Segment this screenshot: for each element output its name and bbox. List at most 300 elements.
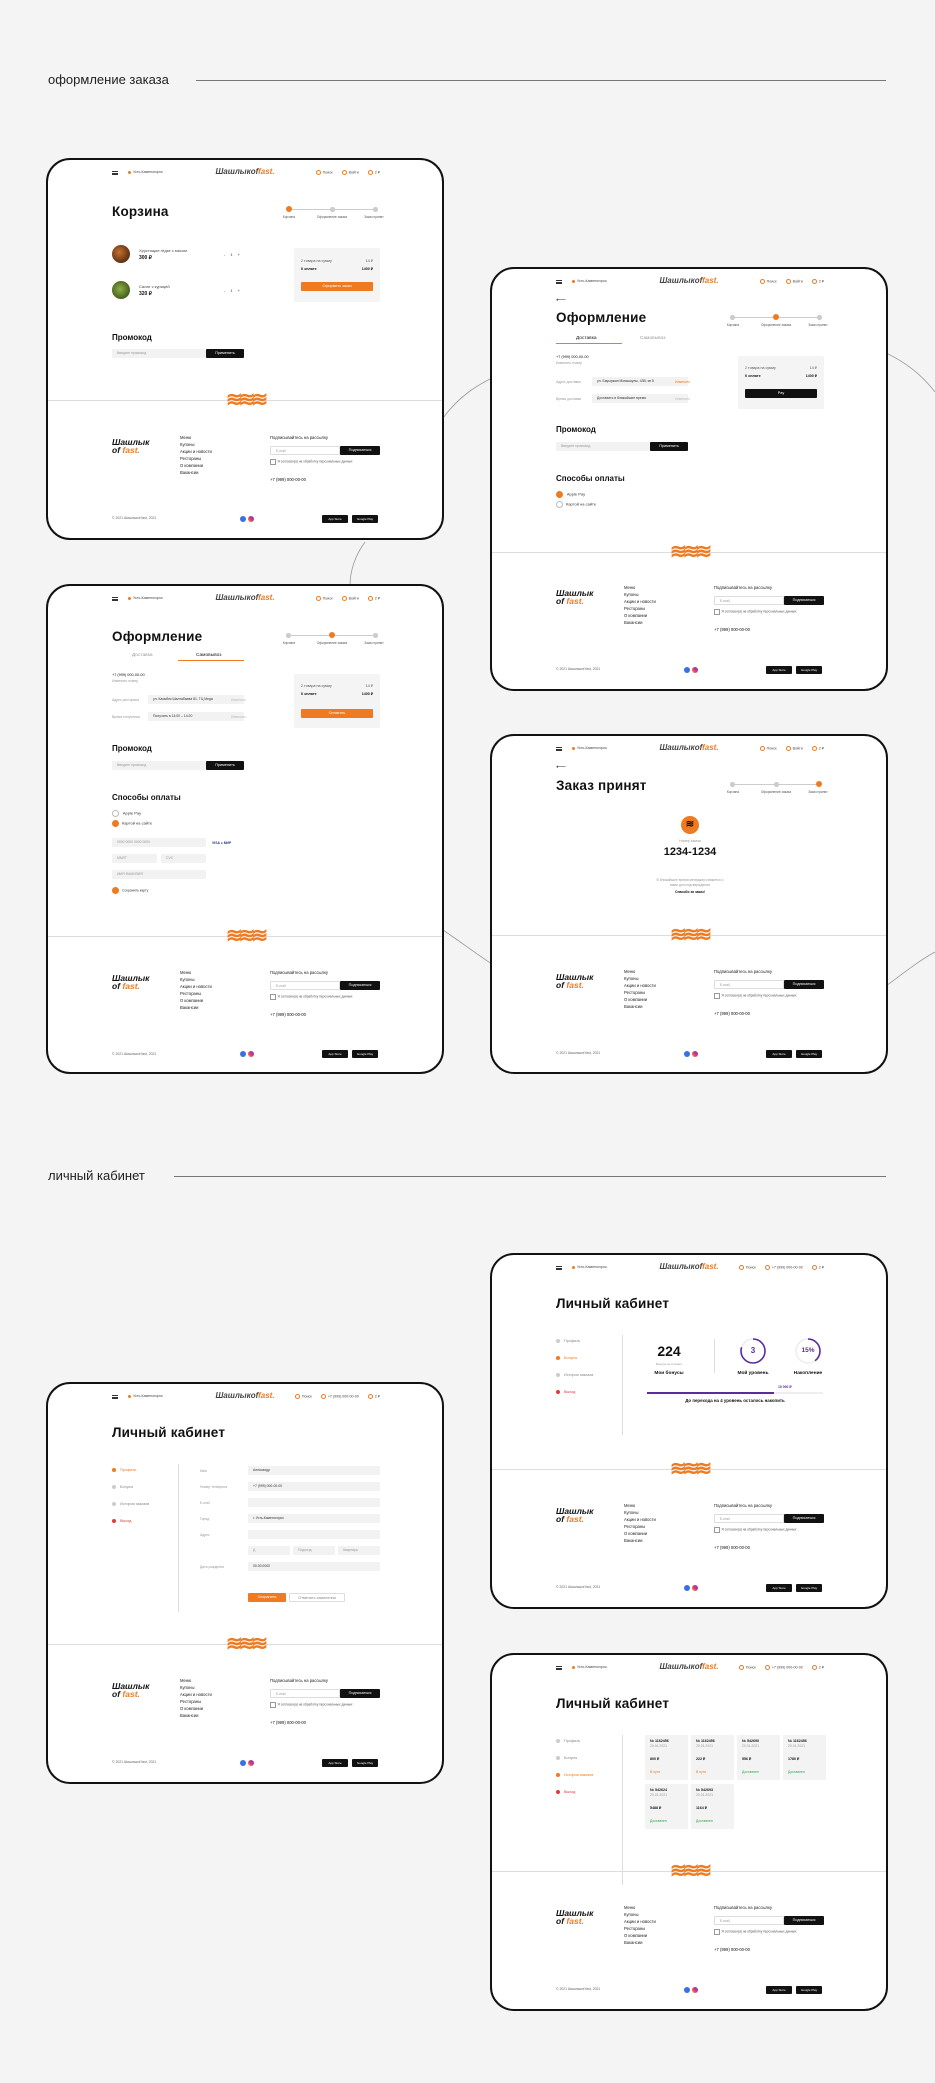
total-label: К оплате xyxy=(745,374,761,378)
footer-link[interactable]: Вакансии xyxy=(180,1005,199,1010)
city-selector[interactable]: Усть-Каменогорск xyxy=(128,596,163,600)
cart-link[interactable]: 2 ₽ xyxy=(812,1665,824,1670)
footer-link[interactable]: Вакансии xyxy=(624,620,643,625)
step-label: Корзина xyxy=(282,215,296,219)
subscribe-title: Подписывайтесь на рассылку xyxy=(714,1905,772,1910)
footer-link[interactable]: Меню xyxy=(624,585,636,590)
footer-link[interactable]: Рестораны xyxy=(624,1524,646,1529)
consent-checkbox[interactable]: Я согласен(а) на обработку персональных данных xyxy=(270,1702,352,1708)
product-image xyxy=(112,245,130,263)
footer-logo-accent: fast. xyxy=(122,445,140,455)
order-card[interactable] xyxy=(691,1735,734,1780)
city-selector[interactable]: Усть-Каменогорск xyxy=(128,1394,163,1398)
edit-link[interactable]: Изменить xyxy=(231,698,247,702)
card-holder-field[interactable]: ИМЯ ФАМИЛИЯ xyxy=(112,870,206,879)
step-label: Заказ принят xyxy=(808,790,828,794)
sidebar-divider xyxy=(622,1735,623,1885)
vk-icon[interactable] xyxy=(240,1051,246,1057)
back-arrow-icon[interactable]: ⟵ xyxy=(556,764,567,771)
quantity-stepper[interactable]: - 1 + xyxy=(223,288,242,293)
appstore-button[interactable]: App Store xyxy=(766,1050,792,1058)
footer-logo-accent: fast. xyxy=(566,596,584,606)
menu-icon[interactable] xyxy=(112,171,118,175)
order-card[interactable] xyxy=(737,1735,780,1780)
phone-change-link[interactable]: Изменить номер xyxy=(112,679,139,683)
step-label: Корзина xyxy=(726,790,740,794)
googleplay-button[interactable]: Google Play xyxy=(796,1050,822,1058)
footer-logo xyxy=(556,1909,593,1925)
subscribe-title: Подписывайтесь на рассылку xyxy=(714,585,772,590)
footer-phone[interactable]: +7 (999) 000-00-00 xyxy=(270,1012,306,1017)
footer-link[interactable]: Купоны xyxy=(180,442,195,447)
order-number: № 542690 xyxy=(742,1739,759,1743)
page-title: Корзина xyxy=(112,204,169,219)
screen-cart xyxy=(46,158,444,540)
progress-fill xyxy=(647,1392,774,1394)
progress-track xyxy=(647,1392,823,1394)
instagram-icon[interactable] xyxy=(248,1760,254,1766)
time-field[interactable]: Получить в 14:00 – 14:20 xyxy=(148,712,244,721)
payment-option-applepay[interactable]: Apple Pay xyxy=(556,491,585,498)
promo-input[interactable]: Введите промокод xyxy=(556,442,650,451)
googleplay-button[interactable]: Google Play xyxy=(796,1584,822,1592)
footer-logo xyxy=(556,973,593,989)
city-selector[interactable]: Усть-Каменогорск xyxy=(572,1265,607,1269)
footer-link[interactable]: Купоны xyxy=(624,1912,639,1917)
footer-link[interactable]: Акции и новости xyxy=(624,1919,656,1924)
copyright: © 2021 Шашлыкоf fast, 2021 xyxy=(556,1987,601,1991)
order-number: № 542624 xyxy=(650,1788,667,1792)
consent-checkbox[interactable]: Я согласен(а) на обработку персональных данных xyxy=(714,1929,796,1935)
footer-link[interactable]: Акции и новости xyxy=(624,1517,656,1522)
subscribe-button[interactable]: Подписаться xyxy=(340,981,380,990)
googleplay-button[interactable]: Google Play xyxy=(352,515,378,523)
login-link[interactable]: Войти xyxy=(786,279,803,284)
order-date: 20.01.2021 xyxy=(696,1793,713,1797)
appstore-button[interactable]: App Store xyxy=(766,1986,792,1994)
email-field[interactable]: E-mail xyxy=(714,1916,784,1925)
save-card-checkbox[interactable]: Сохранить карту xyxy=(112,887,148,894)
logo-accent: fast. xyxy=(702,1262,719,1271)
city-selector[interactable]: Усть-Каменогорск xyxy=(572,1665,607,1669)
footer-logo xyxy=(556,1507,593,1523)
sidebar-item-profile[interactable]: Профиль xyxy=(556,1339,580,1343)
apple-pay-button[interactable]: Pay xyxy=(745,389,817,398)
footer-link[interactable]: Рестораны xyxy=(180,1699,202,1704)
vk-icon[interactable] xyxy=(684,667,690,673)
appstore-button[interactable]: App Store xyxy=(322,1759,348,1767)
time-label: Время доставки xyxy=(556,397,582,401)
save-button[interactable]: Сохранить xyxy=(248,1593,286,1602)
order-card[interactable] xyxy=(645,1784,688,1829)
consent-checkbox[interactable]: Я согласен(а) на обработку персональных данных xyxy=(714,1527,796,1533)
header-actions xyxy=(316,596,380,601)
edit-link[interactable]: Изменить xyxy=(675,380,691,384)
footer-link[interactable]: Купоны xyxy=(180,977,195,982)
site-header xyxy=(48,1393,442,1405)
cart-item xyxy=(112,281,244,299)
cart-link[interactable]: 2 ₽ xyxy=(368,1394,380,1399)
cart-link[interactable]: 2 ₽ xyxy=(368,596,380,601)
site-logo[interactable] xyxy=(659,743,718,752)
footer-link[interactable]: Рестораны xyxy=(180,456,202,461)
edit-link[interactable]: Изменить xyxy=(675,397,691,401)
birthday-field[interactable]: 00.00.0000 xyxy=(248,1562,380,1571)
cart-link[interactable]: 2 ₽ xyxy=(368,170,380,175)
email-field[interactable]: E-mail xyxy=(714,980,784,989)
footer-phone[interactable]: +7 (999) 000-00-00 xyxy=(714,1011,750,1016)
footer-link[interactable]: Рестораны xyxy=(624,1926,646,1931)
footer-logo-accent: fast. xyxy=(122,981,140,991)
footer-logo-accent: fast. xyxy=(566,980,584,990)
site-logo[interactable] xyxy=(659,1662,718,1671)
search-link[interactable]: Поиск xyxy=(316,170,333,175)
subscribe-button[interactable]: Подписаться xyxy=(784,596,824,605)
subscribe-button[interactable]: Подписаться xyxy=(784,1514,824,1523)
footer-menu xyxy=(624,1502,656,1544)
logo-text: Шашлыкоf xyxy=(215,167,259,176)
summary-label: 2 товара на сумму xyxy=(301,259,332,263)
footer-link[interactable]: Купоны xyxy=(180,1685,195,1690)
search-link[interactable]: Поиск xyxy=(760,746,777,751)
footer-phone[interactable]: +7 (999) 000-00-00 xyxy=(714,627,750,632)
cart-link[interactable]: 2 ₽ xyxy=(812,1265,824,1270)
card-logos: VISA ● МИР xyxy=(212,841,232,845)
footer-link[interactable]: Меню xyxy=(624,1503,636,1508)
card-number-field[interactable]: 0000 0000 0000 0000 xyxy=(112,838,206,847)
sidebar-item-history[interactable]: История заказов xyxy=(556,1373,593,1377)
footer-link[interactable]: Вакансии xyxy=(180,1713,199,1718)
footer-link[interactable]: Меню xyxy=(180,435,192,440)
footer-phone[interactable]: +7 (999) 000-00-00 xyxy=(270,477,306,482)
promo-title: Промокод xyxy=(112,744,152,753)
footer-link[interactable]: Купоны xyxy=(624,592,639,597)
order-date: 20.01.2021 xyxy=(742,1744,759,1748)
phone-link[interactable]: +7 (999) 000-00-00 xyxy=(765,1665,803,1670)
address-field[interactable] xyxy=(248,1530,380,1539)
login-link[interactable]: Войти xyxy=(786,746,803,751)
payment-option-card[interactable]: Картой на сайте xyxy=(112,820,152,827)
logo-text: Шашлыкоf xyxy=(215,1391,259,1400)
cashback-label: Накопление xyxy=(793,1371,823,1376)
sidebar-item-history[interactable]: История заказов xyxy=(112,1502,149,1506)
tab-pickup[interactable]: Самовывоз xyxy=(640,336,666,341)
card-cvc-field[interactable]: CVC xyxy=(161,854,206,863)
footer-link[interactable]: Рестораны xyxy=(624,990,646,995)
footer-link[interactable]: Акции и новости xyxy=(180,449,212,454)
instagram-icon[interactable] xyxy=(692,1051,698,1057)
bonus-sub: Бонусы не сгорают xyxy=(655,1362,683,1366)
instagram-icon[interactable] xyxy=(692,1987,698,1993)
total-value: 1400 ₽ xyxy=(805,374,817,378)
cancel-button[interactable]: Отменить изменения xyxy=(289,1593,345,1602)
checkout-button[interactable]: Оформить заказ xyxy=(301,282,373,291)
logo-text: Шашлыкоf xyxy=(659,276,703,285)
footer-link[interactable]: Акции и новости xyxy=(624,983,656,988)
phone-field[interactable]: +7 (999) 000-00-00 xyxy=(248,1482,380,1491)
cart-item xyxy=(112,245,244,263)
address-field[interactable]: ул. Бауыржан Момышулы, 43В, кв 5 xyxy=(592,377,688,386)
site-logo[interactable] xyxy=(659,276,718,285)
site-logo[interactable] xyxy=(215,593,274,602)
copyright: © 2021 Шашлыкоf fast, 2021 xyxy=(556,1051,601,1055)
search-link[interactable]: Поиск xyxy=(295,1394,312,1399)
footer-link[interactable]: Вакансии xyxy=(624,1538,643,1543)
footer-menu xyxy=(180,434,212,476)
copyright: © 2021 Шашлыкоf fast, 2021 xyxy=(556,667,601,671)
footer-logo xyxy=(112,974,149,990)
subscribe-button[interactable]: Подписаться xyxy=(340,446,380,455)
login-link[interactable]: Войти xyxy=(342,596,359,601)
menu-icon[interactable] xyxy=(556,1666,562,1670)
instagram-icon[interactable] xyxy=(692,667,698,673)
subscribe-title: Подписывайтесь на рассылку xyxy=(714,969,772,974)
apartment-field[interactable]: Квартира xyxy=(338,1546,380,1555)
promo-input[interactable]: Введите промокод xyxy=(112,761,206,770)
email-field[interactable]: E-mail xyxy=(714,596,784,605)
page-title: Заказ принят xyxy=(556,778,647,793)
footer-link[interactable]: Меню xyxy=(180,970,192,975)
tab-pickup[interactable]: Самовывоз xyxy=(196,653,222,658)
footer-link[interactable]: Вакансии xyxy=(180,470,199,475)
instagram-icon[interactable] xyxy=(692,1585,698,1591)
appstore-button[interactable]: App Store xyxy=(322,515,348,523)
googleplay-button[interactable]: Google Play xyxy=(796,1986,822,1994)
cart-link[interactable]: 2 ₽ xyxy=(812,279,824,284)
promo-title: Промокод xyxy=(556,425,596,434)
footer-link[interactable]: Меню xyxy=(180,1678,192,1683)
footer-menu xyxy=(624,968,656,1010)
appstore-button[interactable]: App Store xyxy=(766,1584,792,1592)
login-link[interactable]: Войти xyxy=(342,170,359,175)
footer-link[interactable]: Рестораны xyxy=(624,606,646,611)
sidebar-item-bonuses[interactable]: Бонусы xyxy=(556,1356,577,1360)
progress-value: 15 000 ₽ xyxy=(778,1385,792,1389)
email-field[interactable]: E-mail xyxy=(270,1689,340,1698)
search-link[interactable]: Поиск xyxy=(316,596,333,601)
search-link[interactable]: Поиск xyxy=(739,1665,756,1670)
cart-link[interactable]: 2 ₽ xyxy=(812,746,824,751)
footer-link[interactable]: Купоны xyxy=(624,976,639,981)
search-link[interactable]: Поиск xyxy=(739,1265,756,1270)
subscribe-button[interactable]: Подписаться xyxy=(784,980,824,989)
wave-icon: ≋≋≋ xyxy=(669,1860,709,1882)
logo-accent: fast. xyxy=(702,276,719,285)
menu-icon[interactable] xyxy=(556,280,562,284)
address-field[interactable]: ул. Казыбек Шалтабаева 81, ТЦ Mega xyxy=(148,695,244,704)
footer-logo-accent: fast. xyxy=(566,1514,584,1524)
promo-apply-button[interactable]: Применить xyxy=(650,442,688,451)
consent-checkbox[interactable]: Я согласен(а) на обработку персональных данных xyxy=(270,994,352,1000)
promo-title: Промокод xyxy=(112,333,152,342)
logo-text: Шашлыкоf xyxy=(659,743,703,752)
menu-icon[interactable] xyxy=(112,597,118,601)
quantity-stepper[interactable]: - 1 + xyxy=(223,252,242,257)
page-title: Оформление xyxy=(556,310,647,325)
menu-icon[interactable] xyxy=(556,747,562,751)
stat-divider xyxy=(714,1339,715,1373)
total-label: К оплате xyxy=(301,692,317,696)
consent-checkbox[interactable]: Я согласен(а) на обработку персональных данных xyxy=(714,993,796,999)
city-selector[interactable]: Усть-Каменогорск xyxy=(128,170,163,174)
name-field[interactable]: Александр xyxy=(248,1466,380,1475)
step-label: Заказ принят xyxy=(808,323,828,327)
thanks-text: Спасибо за заказ! xyxy=(675,890,705,894)
footer-link[interactable]: О компании xyxy=(624,1933,648,1938)
footer-link[interactable]: Вакансии xyxy=(624,1004,643,1009)
footer-logo-of: оf xyxy=(556,980,565,990)
footer-link[interactable]: Рестораны xyxy=(180,991,202,996)
appstore-button[interactable]: App Store xyxy=(766,666,792,674)
footer-link[interactable]: О компании xyxy=(624,997,648,1002)
vk-icon[interactable] xyxy=(240,1760,246,1766)
city-field[interactable]: г. Усть-Каменогорск xyxy=(248,1514,380,1523)
order-card[interactable] xyxy=(783,1735,826,1780)
site-logo[interactable] xyxy=(215,167,274,176)
phone-link[interactable]: +7 (999) 000-00-00 xyxy=(321,1394,359,1399)
footer-link[interactable]: Акции и новости xyxy=(180,984,212,989)
footer-link[interactable]: Акции и новости xyxy=(624,599,656,604)
bonus-value: 224 xyxy=(657,1343,681,1359)
footer-link[interactable]: О компании xyxy=(624,613,648,618)
sidebar-item-bonuses[interactable]: Бонусы xyxy=(112,1485,133,1489)
googleplay-button[interactable]: Google Play xyxy=(796,666,822,674)
footer-phone[interactable]: +7 (999) 000-00-00 xyxy=(714,1947,750,1952)
footer-link[interactable]: О компании xyxy=(180,1706,204,1711)
section-title-account: личный кабинет xyxy=(48,1168,145,1183)
subscribe-button[interactable]: Подписаться xyxy=(784,1916,824,1925)
order-card[interactable] xyxy=(645,1735,688,1780)
email-field[interactable]: E-mail xyxy=(714,1514,784,1523)
field-label: Имя xyxy=(200,1469,207,1473)
sidebar-item-profile[interactable]: Профиль xyxy=(112,1468,136,1472)
footer-link[interactable]: О компании xyxy=(180,463,204,468)
edit-link[interactable]: Изменить xyxy=(231,715,247,719)
card-expiry-field[interactable]: MM/ГГ xyxy=(112,854,157,863)
site-header xyxy=(492,1264,886,1276)
consent-checkbox[interactable]: Я согласен(а) на обработку персональных данных xyxy=(714,609,796,615)
sidebar-divider xyxy=(178,1464,179,1612)
header-actions xyxy=(760,746,824,751)
delivery-tabs xyxy=(556,336,676,346)
order-date: 20.01.2021 xyxy=(696,1744,713,1748)
order-status: Доставлен xyxy=(650,1819,667,1823)
footer-link[interactable]: Купоны xyxy=(624,1510,639,1515)
vk-icon[interactable] xyxy=(240,516,246,522)
promo-input[interactable]: Введите промокод xyxy=(112,349,206,358)
checkout-stepper xyxy=(282,206,384,224)
sidebar-item-logout[interactable]: Выход xyxy=(556,1790,575,1794)
order-card[interactable] xyxy=(691,1784,734,1829)
footer-logo-of: оf xyxy=(556,1916,565,1926)
footer-logo-of: оf xyxy=(112,981,121,991)
vk-icon[interactable] xyxy=(684,1987,690,1993)
subscribe-title: Подписывайтесь на рассылку xyxy=(714,1503,772,1508)
back-arrow-icon[interactable]: ⟵ xyxy=(556,297,567,304)
sidebar-item-logout[interactable]: Выход xyxy=(556,1390,575,1394)
house-field[interactable]: Д xyxy=(248,1546,290,1555)
promo-apply-button[interactable]: Применить xyxy=(206,761,244,770)
email-field[interactable]: E-mail xyxy=(270,981,340,990)
search-link[interactable]: Поиск xyxy=(760,279,777,284)
step-label: Оформление заказа xyxy=(760,323,792,327)
entrance-field[interactable]: Подъезд xyxy=(293,1546,335,1555)
header-actions xyxy=(739,1665,824,1670)
footer-phone[interactable]: +7 (999) 000-00-00 xyxy=(270,1720,306,1725)
tab-delivery[interactable]: Доставка xyxy=(576,336,597,341)
section-divider xyxy=(196,80,886,81)
menu-icon[interactable] xyxy=(112,1395,118,1399)
vk-icon[interactable] xyxy=(684,1051,690,1057)
subscribe-button[interactable]: Подписаться xyxy=(340,1689,380,1698)
googleplay-button[interactable]: Google Play xyxy=(352,1050,378,1058)
sidebar-item-history[interactable]: История заказов xyxy=(556,1773,593,1777)
footer-logo-text: Шашлык xyxy=(112,1681,150,1691)
order-status: Доставлен xyxy=(696,1819,713,1823)
level-label: Мой уровень xyxy=(737,1371,769,1376)
sidebar-item-profile[interactable]: Профиль xyxy=(556,1739,580,1743)
appstore-button[interactable]: App Store xyxy=(322,1050,348,1058)
site-logo[interactable] xyxy=(659,1262,718,1271)
phone-value: +7 (999) 000-00-00 xyxy=(112,673,145,677)
promo-apply-button[interactable]: Применить xyxy=(206,349,244,358)
sidebar-item-logout[interactable]: Выход xyxy=(112,1519,131,1523)
phone-change-link[interactable]: Изменить номер xyxy=(556,361,583,365)
footer-link[interactable]: Меню xyxy=(624,1905,636,1910)
subscribe-title: Подписывайтесь на рассылку xyxy=(270,1678,328,1683)
summary-value: 14 ₽ xyxy=(365,684,373,688)
summary-label: 2 товара на сумму xyxy=(301,684,332,688)
googleplay-button[interactable]: Google Play xyxy=(352,1759,378,1767)
wave-icon: ≋≋≋ xyxy=(225,1633,265,1655)
footer-link[interactable]: О компании xyxy=(624,1531,648,1536)
payment-option-card[interactable]: Картой на сайте xyxy=(556,501,596,508)
city-selector[interactable]: Усть-Каменогорск xyxy=(572,279,607,283)
instagram-icon[interactable] xyxy=(248,516,254,522)
consent-checkbox[interactable]: Я согласен(а) на обработку персональных данных xyxy=(270,459,352,465)
time-field[interactable]: Доставить в ближайшее время xyxy=(592,394,688,403)
footer-link[interactable]: Вакансии xyxy=(624,1940,643,1945)
instagram-icon[interactable] xyxy=(248,1051,254,1057)
phone-link[interactable]: +7 (999) 000-00-00 xyxy=(765,1265,803,1270)
logo-text: Шашлыкоf xyxy=(215,593,259,602)
pay-button[interactable]: Оплатить xyxy=(301,709,373,718)
site-header xyxy=(48,595,442,607)
footer-link[interactable]: Меню xyxy=(624,969,636,974)
tab-delivery[interactable]: Доставка xyxy=(132,653,153,658)
footer-link[interactable]: Акции и новости xyxy=(180,1692,212,1697)
footer-link[interactable]: О компании xyxy=(180,998,204,1003)
logo-accent: fast. xyxy=(258,593,275,602)
email-field[interactable] xyxy=(248,1498,380,1507)
footer-logo-accent: fast. xyxy=(566,1916,584,1926)
delivery-tabs xyxy=(112,653,232,663)
wave-icon: ≋≋≋ xyxy=(225,925,265,947)
email-field[interactable]: E-mail xyxy=(270,446,340,455)
address-label: Адрес доставки xyxy=(556,380,581,384)
screen-account-bonuses xyxy=(490,1253,888,1609)
footer-logo xyxy=(112,438,149,454)
city-selector[interactable]: Усть-Каменогорск xyxy=(572,746,607,750)
site-logo[interactable] xyxy=(215,1391,274,1400)
sidebar-item-bonuses[interactable]: Бонусы xyxy=(556,1756,577,1760)
step-label: Заказ принят xyxy=(364,641,384,645)
menu-icon[interactable] xyxy=(556,1266,562,1270)
footer-phone[interactable]: +7 (999) 000-00-00 xyxy=(714,1545,750,1550)
vk-icon[interactable] xyxy=(684,1585,690,1591)
payment-option-applepay[interactable]: Apple Pay xyxy=(112,810,141,817)
total-value: 1400 ₽ xyxy=(361,267,373,271)
